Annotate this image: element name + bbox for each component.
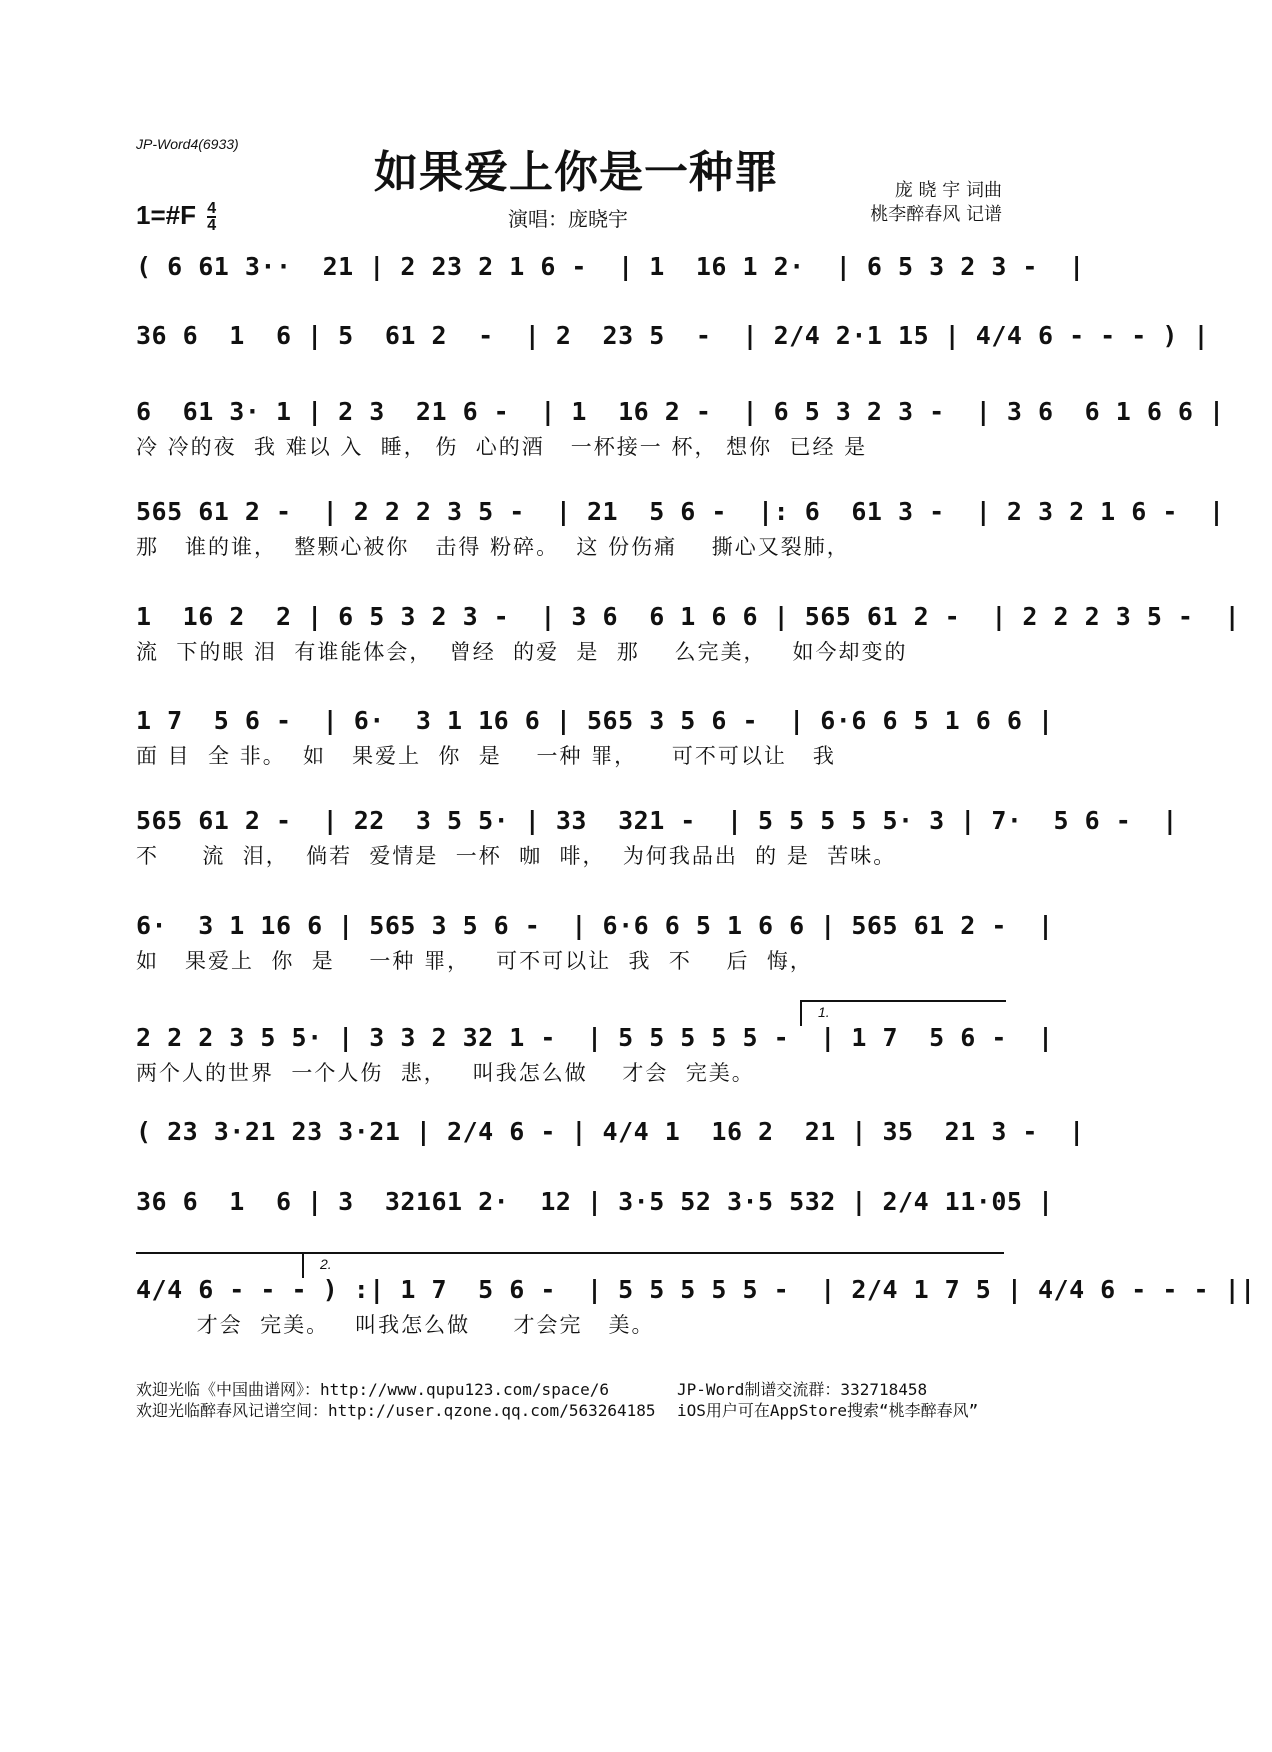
footer-link-qzone: 欢迎光临醉春风记谱空间：http://user.qzone.qq.com/563264185 (136, 1401, 656, 1420)
system-4-notes: 565 61 2 - | 2 2 2 3 5 - | 21 5 6 - |: 6 61 3 - | 2 3 2 1 6 - | (136, 497, 1225, 526)
singer-credit: 演唱：庞晓宇 (508, 207, 628, 231)
system-2-notes: 36 6 1 6 | 5 61 2 - | 2 23 5 - | 2/4 2·1 15 | 4/4 6 - - - ) | (136, 321, 1210, 350)
system-8-notes: 6· 3 1 16 6 | 565 3 5 6 - | 6·6 6 5 1 6 6 | 565 61 2 - | (136, 911, 1054, 940)
system-12-notes: 4/4 6 - - - ) :| 1 7 5 6 - | 5 5 5 5 5 - | 2/4 1 7 5 | 4/4 6 - - - || (136, 1275, 1256, 1304)
system-11-notes: 36 6 1 6 | 3 32161 2· 12 | 3·5 52 3·5 532 | 2/4 11·05 | (136, 1187, 1054, 1216)
time-bottom: 4 (207, 217, 217, 235)
time-top: 4 (207, 200, 217, 218)
key-signature (136, 200, 216, 233)
system-7-lyrics: 不 流 泪， 倘若 爱情是 一杯 咖 啡， 为何我品出 的 是 苦味。 (136, 844, 897, 868)
transcriber-credit: 桃李醉春风 记谱 (870, 204, 1002, 225)
time-signature (207, 201, 216, 233)
footer-ios-note: iOS用户可在AppStore搜索“桃李醉春风” (677, 1401, 979, 1420)
prev-ending-line (136, 1252, 302, 1254)
source-tag: JP-Word4(6933) (136, 136, 239, 152)
system-5-notes: 1 16 2 2 | 6 5 3 2 3 - | 3 6 6 1 6 6 | 565 61 2 - | 2 2 2 3 5 - | (136, 602, 1241, 631)
composer-credit: 庞 晓 宇 词曲 (894, 180, 1002, 201)
system-4-lyrics: 那 谁的谁， 整颗心被你 击得 粉碎。 这 份伤痛 撕心又裂肺， (136, 535, 850, 559)
system-9-lyrics: 两个人的世界 一个人伤 悲， 叫我怎么做 才会 完美。 (136, 1061, 755, 1085)
system-8-lyrics: 如 果爱上 你 是 一种 罪， 可不可以让 我 不 后 悔， (136, 949, 813, 973)
system-3-lyrics: 冷 冷的夜 我 难以 入 睡， 伤 心的酒 一杯接一 杯， 想你 已经 是 (136, 435, 868, 459)
song-title: 如果爱上你是一种罪 (374, 147, 779, 198)
system-1-notes: ( 6 61 3·· 21 | 2 23 2 1 6 - | 1 16 1 2· | 6 5 3 2 3 - | (136, 252, 1085, 281)
footer-link-qupu: 欢迎光临《中国曲谱网》：http://www.qupu123.com/space/6 (136, 1380, 609, 1399)
system-3-notes: 6 61 3· 1 | 2 3 21 6 - | 1 16 2 - | 6 5 3 2 3 - | 3 6 6 1 6 6 | (136, 397, 1225, 426)
system-6-notes: 1 7 5 6 - | 6· 3 1 16 6 | 565 3 5 6 - | 6·6 6 5 1 6 6 | (136, 706, 1054, 735)
footer-group-number: JP-Word制谱交流群：332718458 (677, 1380, 928, 1399)
key-prefix: 1= (136, 200, 166, 230)
first-ending-label: 1. (818, 1004, 830, 1020)
system-9-notes: 2 2 2 3 5 5· | 3 3 2 32 1 - | 5 5 5 5 5 - | 1 7 5 6 - | (136, 1023, 1054, 1052)
system-7-notes: 565 61 2 - | 22 3 5 5· | 33 321 - | 5 5 5 5 5· 3 | 7· 5 6 - | (136, 806, 1178, 835)
key-sharp: #F (165, 200, 196, 230)
system-6-lyrics: 面 目 全 非。 如 果爱上 你 是 一种 罪， 可不可以让 我 (136, 744, 836, 768)
system-12-lyrics: 才会 完美。 叫我怎么做 才会完 美。 (136, 1313, 655, 1337)
system-5-lyrics: 流 下的眼 泪 有谁能体会， 曾经 的爱 是 那 么完美， 如今却变的 (136, 640, 908, 664)
second-ending-label: 2. (320, 1256, 332, 1272)
system-10-notes: ( 23 3·21 23 3·21 | 2/4 6 - | 4/4 1 16 2 21 | 35 21 3 - | (136, 1117, 1085, 1146)
